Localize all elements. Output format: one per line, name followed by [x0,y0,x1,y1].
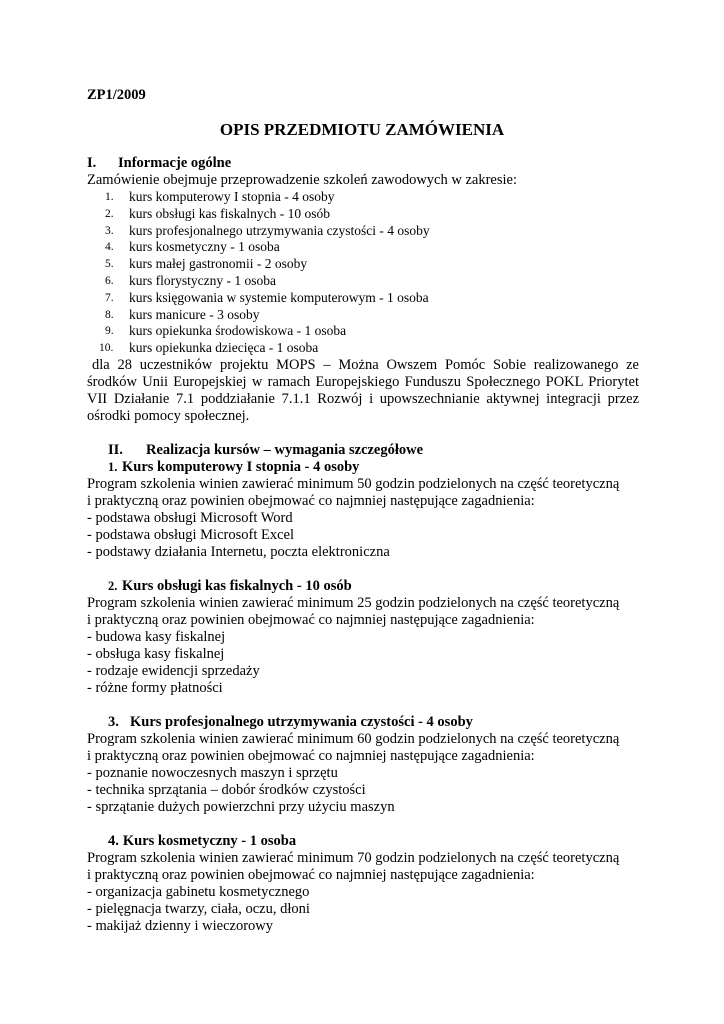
section-title: Realizacja kursów – wymagania szczegółowe [146,442,424,458]
section-number: II. [108,442,123,458]
list-item: 1. kurs komputerowy I stopnia - 4 osoby [105,189,335,204]
topic-item: - podstawa obsługi Microsoft Excel [87,527,294,543]
course-requirement-text: i praktyczną oraz powinien obejmować co najmniej następujące zagadnienia: [87,748,535,764]
course-block-cosmetics [87,833,639,935]
course-block-cash-register [87,578,639,697]
document-title: OPIS PRZEDMIOTU ZAMÓWIENIA [219,120,505,139]
topic-item: - rodzaje ewidencji sprzedaży [87,663,260,679]
topic-item: - podstawa obsługi Microsoft Word [87,510,293,526]
list-item: 3. kurs profesjonalnego utrzymywania czystości - 4 osoby [105,222,430,238]
section-heading [87,155,639,172]
list-item: 10. kurs opiekunka dziecięca - 1 osoba [99,340,319,356]
course-heading: 3. Kurs profesjonalnego utrzymywania czystości - 4 osoby [108,714,473,730]
course-requirement-text: Program szkolenia winien zawierać minimum 50 godzin podzielonych na część teoretyczną [87,476,620,492]
topic-item: - podstawy działania Internetu, poczta elektroniczna [87,544,390,560]
course-heading: 4. Kurs kosmetyczny - 1 osoba [108,833,297,849]
topic-item: - poznanie nowoczesnych maszyn i sprzętu [87,765,338,781]
list-item: 7. kurs księgowania w systemie komputerowym - 1 osoba [105,289,429,305]
list-item: 6. kurs florystyczny - 1 osoba [105,272,276,288]
course-requirement-text: Program szkolenia winien zawierać minimum 60 godzin podzielonych na część teoretyczną [87,731,620,747]
section-heading [87,442,639,459]
project-description: dla 28 uczestników projektu MOPS – Można Owszem Pomóc Sobie realizowanego ze środków Unii Europejskiej w ramach Europejskiego Funduszu Społecznego POKL Priorytet VII Działanie 7.1 poddziałanie 7.1.1 Rozwój i upowszechnianie aktywnej integracji przez ośrodki pomocy społecznej. [87,356,639,424]
course-heading: 1. Kurs komputerowy I stopnia - 4 osoby [108,459,360,475]
course-heading: 2. Kurs obsługi kas fiskalnych - 10 osób [108,578,352,594]
list-item: 5. kurs małej gastronomii - 2 osoby [105,256,308,272]
list-item: 9. kurs opiekunka środowiskowa - 1 osoba [105,323,347,339]
topic-item: - technika sprzątania – dobór środków czystości [87,782,366,798]
course-list [87,189,639,357]
topic-item: - różne formy płatności [87,680,223,696]
section-general-info [87,155,639,425]
course-requirement-text: i praktyczną oraz powinien obejmować co najmniej następujące zagadnienia: [87,867,535,883]
course-requirement-text: Program szkolenia winien zawierać minimum 70 godzin podzielonych na część teoretyczną [87,850,620,866]
section-number: I. [87,155,97,171]
topic-item: - obsługa kasy fiskalnej [87,646,225,662]
topic-item: - makijaż dzienny i wieczorowy [87,918,274,934]
topic-item: - sprzątanie dużych powierzchni przy użyciu maszyn [87,799,395,815]
section-title: Informacje ogólne [118,155,232,171]
section-requirements [87,442,639,935]
course-block-computer [87,459,639,561]
intro-text: Zamówienie obejmuje przeprowadzenie szkoleń zawodowych w zakresie: [87,172,517,188]
document-code: ZP1/2009 [87,87,146,103]
list-item: 4. kurs kosmetyczny - 1 osoba [105,239,280,255]
course-requirement-text: Program szkolenia winien zawierać minimum 25 godzin podzielonych na część teoretyczną [87,595,620,611]
topic-item: - budowa kasy fiskalnej [87,629,226,645]
topic-item: - pielęgnacja twarzy, ciała, oczu, dłoni [87,901,310,917]
course-block-cleaning [87,714,639,816]
topic-item: - organizacja gabinetu kosmetycznego [87,884,310,900]
list-item: 8. kurs manicure - 3 osoby [105,306,260,322]
list-item: 2. kurs obsługi kas fiskalnych - 10 osób [105,205,330,221]
course-requirement-text: i praktyczną oraz powinien obejmować co najmniej następujące zagadnienia: [87,493,535,509]
course-requirement-text: i praktyczną oraz powinien obejmować co najmniej następujące zagadnienia: [87,612,535,628]
